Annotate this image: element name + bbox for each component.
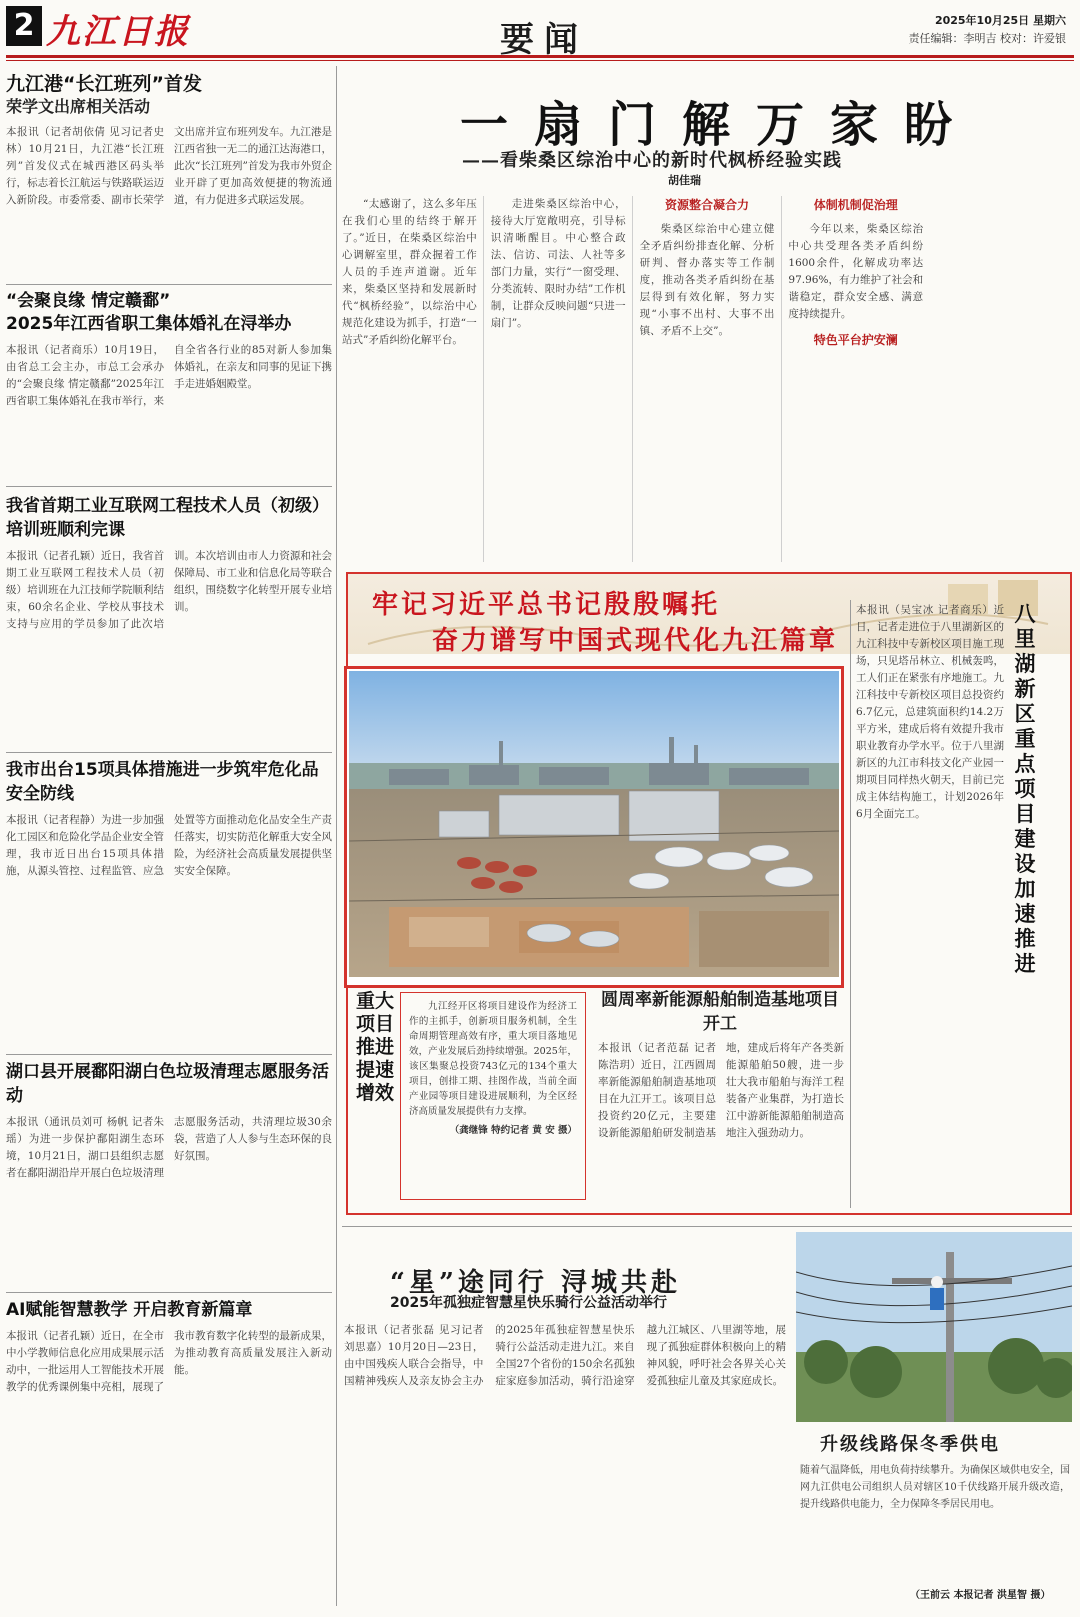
section-divider [6,486,332,487]
feature-subhead: 特色平台护安澜 [813,333,898,347]
feature-paragraph: 走进柴桑区综治中心，接待大厅宽敞明亮，引导标识清晰醒目。中心整合政法、信访、司法、人社等多部门力量，实行“一窗受理、分类流转、限时办结”工作机制，让群众反映问题“只进一扇门”。 [490,198,626,329]
right-article-body: 本报讯（吴宝冰 记者商乐）近日，记者走进位于八里湖新区的九江科技中专新校区项目施工现场，只见塔吊林立、机械轰鸣，工人们正在紧张有序地施工。九江科技中专新校区项目总投资约6.7亿元，总建筑面积约14.2万平方米，建成后将有效提升我市职业教育办学水平。位于八里湖新区的九江市科技文化产业园一期项目同样热火朝天，目前已完成主体结构施工，计划2026年6月全面完工。 [856,604,1004,820]
feature-subheadline: ——看柴桑区综治中心的新时代枫桥经验实践 [462,150,842,171]
star-article-subheadline: 2025年孤独症智慧星快乐骑行公益活动举行 [390,1295,667,1311]
article-body: 本报讯（记者商乐）10月19日，由省总工会主办，市总工会承办的“会聚良缘 情定赣鄱”2025年江西省职工集体婚礼在我市举行，来自全省各行业的85对新人参加集体婚礼，在亲友和同事的见证下携手走进婚姻殿堂。 [6,344,332,407]
masthead-rule-thin [6,60,1074,61]
power-photo-caption: 随着气温降低，用电负荷持续攀升。为确保区域供电安全，国网九江供电公司组织人员对辖区10千伏线路开展升级改造，提升线路供电能力，全力保障冬季居民用电。 [800,1465,1070,1510]
ship-article-headline: 圆周率新能源船舶制造基地项目开工 [601,990,839,1034]
headline: 湖口县开展鄱阳湖白色垃圾清理志愿服务活动 [6,1062,329,1106]
subheadline: 2025年江西省职工集体婚礼在浔举办 [6,314,292,334]
lineworker-image [796,1232,1072,1422]
feature-paragraph: 今年以来，柴桑区综治中心共受理各类矛盾纠纷1600余件，化解成功率达97.96%，有力维护了社会和谐稳定，群众安全感、满意度持续提升。 [788,223,924,320]
star-article-body: 本报讯（记者张磊 见习记者刘思嘉）10月20日—23日，由中国残疾人联合会指导，中国精神残疾人及亲友协会主办的2025年孤独症智慧星快乐骑行公益活动走进九江。来自全国27个省份的150余名孤独症家庭参加活动，骑行沿途穿越九江城区、八里湖等地，展现了孤独症群体积极向上的精神风貌，呼吁社会各界关心关爱孤独症儿童及其家庭成长。 [344,1324,786,1387]
right-article-vertical-title: 八里湖新区重点项目建设加速推进 [1014,602,1036,976]
power-line-photo [796,1232,1072,1422]
project-vertical-title: 重大项目推进提速增效 [355,990,394,1104]
newspaper-logo: 九江日报 [46,12,190,52]
article-body: 本报讯（通讯员刘可 杨帆 记者朱瑶）为进一步保护鄱阳湖生态环境，10月21日，湖口县组织志愿者在鄱阳湖沿岸开展白色垃圾清理志愿服务活动，共清理垃圾30余袋，营造了人人参与生态环保的良好氛围。 [6,1116,332,1179]
feature-body [342,196,1072,562]
industrial-park-photo [349,671,839,977]
feature-subhead: 资源整合凝合力 [664,198,749,212]
article-body: 本报讯（记者孔颖）近日，我省首期工业互联网工程技术人员（初级）培训班在九江技师学院顺利结束，60余名企业、学校从事技术支持与应用的学员参加了此次培训。本次培训由市人力资源和社会保障局、市工业和信息化局等联合组织，围绕数字化转型开展专业培训。 [6,550,332,630]
feature-subhead: 体制机制促治理 [813,198,898,212]
project-caption-box [400,992,586,1200]
star-article-headline: “星”途同行 浔城共赴 [390,1268,681,1298]
subheadline: 荣学文出席相关活动 [6,97,151,116]
section-divider [6,752,332,753]
article-ai-education [6,1298,332,1598]
article-industrial-internet [6,494,332,734]
feature-headline: 一扇门解万家盼 [460,97,979,153]
article-hazmat-safety [6,758,332,1046]
section-divider [6,284,332,285]
article-body: 本报讯（记者程静）为进一步加强化工园区和危险化学品企业安全管理，我市近日出台15项具体措施，从源头管控、过程监管、应急处置等方面推动危化品安全生产责任落实，切实防范化解重大安全风险，为经济社会高质量发展提供坚实安全保障。 [6,814,332,877]
section-divider [342,1226,1072,1227]
page-number: 2 [6,6,42,46]
article-group-wedding [6,290,332,480]
banner-slogan-line2: 奋力谱写中国式现代化九江篇章 [432,626,839,656]
section-title: 要闻 [500,20,588,60]
power-photo-headline: 升级线路保冬季供电 [820,1434,1000,1455]
article-poyang-cleanup [6,1060,332,1280]
power-photo-credit: （王前云 本报记者 洪星智 摄） [910,1590,1051,1601]
headline: 我市出台15项具体措施进一步筑牢危化品安全防线 [6,760,319,804]
headline: 我省首期工业互联网工程技术人员（初级）培训班顺利完课 [6,496,329,540]
article-port-train [6,72,332,284]
ship-article-body: 本报讯（记者范磊 记者陈浩玥）近日，江西圆周率新能源船舶制造基地项目在九江开工。该项目总投资约20亿元，主要建设新能源船舶研发制造基地，建成后将年产各类新能源船舶50艘，进一步壮大我市船舶与海洋工程装备产业集群，为打造长江中游新能源船舶制造高地注入强劲动力。 [598,1042,844,1139]
headline: AI赋能智慧教学 开启教育新篇章 [6,1300,253,1320]
issue-date: 2025年10月25日 星期六 [934,14,1066,27]
article-body: 本报讯（记者胡依倩 见习记者史林）10月21日，九江港“长江班列”首发仪式在城西港区码头举行，标志着长江航运与铁路联运迈入新阶段。市委常委、副市长荣学文出席并宣布班列发车。九江港是江西省独一无二的通江达海港口，此次“长江班列”首发为我市外贸企业开辟了更加高效便捷的物流通道，有力促进多式联运发展。 [6,126,332,206]
section-divider [6,1054,332,1055]
project-caption: 九江经开区将项目建设作为经济工作的主抓手，创新项目服务机制，全生命周期管理高效有序，重大项目落地见效，产业发展后劲持续增强。2025年，该区集聚总投资743亿元的134个重大项目，创排工期、挂图作战，当前全面产业园等项目建设进展顺利，为全区经济高质量发展提供有力支撑。 [409,1001,577,1117]
section-divider [6,1292,332,1293]
headline: 九江港“长江班列”首发 [6,73,202,95]
article-body: 本报讯（记者孔颖）近日，在全市中小学教师信息化应用成果展示活动中，一批运用人工智能技术开展教学的优秀课例集中亮相，展现了我市教育数字化转型的最新成果，为推动教育高质量发展注入新动能。 [6,1330,332,1393]
feature-author: 胡佳瑞 [668,174,701,187]
column-divider [336,66,337,1606]
column-divider [850,600,851,1208]
masthead-rule [6,55,1074,58]
photo-credit: （龚继锋 特约记者 黄 安 摄） [449,1125,577,1136]
aerial-refinery-image [349,671,839,977]
banner-slogan-line1: 牢记习近平总书记殷殷嘱托 [372,590,721,620]
editor-credits: 责任编辑：李明吉 校对：许爱银 [908,32,1066,45]
feature-paragraph: “太感谢了，这么多年压在我们心里的结终于解开了。”近日，在柴桑区综治中心调解室里，群众握着工作人员的手连声道谢。近年来，柴桑区坚持和发展新时代“枫桥经验”，以综治中心规范化建设为抓手，打造“一站式”矛盾纠纷化解平台。 [342,198,477,346]
headline: “会聚良缘 情定赣鄱” [6,291,171,311]
feature-paragraph: 柴桑区综治中心建立健全矛盾纠纷排查化解、分析研判、督办落实等工作制度，推动各类矛盾纠纷在基层得到有效化解，努力实现“小事不出村、大事不出镇、矛盾不上交”。 [639,223,775,337]
